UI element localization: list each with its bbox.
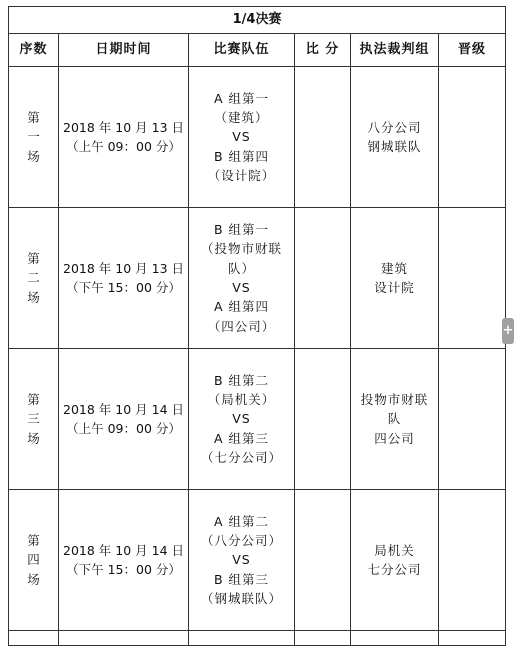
match-team-line: 队） <box>227 260 255 276</box>
title-row <box>9 7 506 34</box>
match-team-line: （七分公司） <box>200 450 282 466</box>
match-date: 2018 年 10 月 13 日 <box>63 119 184 135</box>
match-team-line: （建筑） <box>214 109 269 125</box>
match-referee-line: 七分公司 <box>367 562 422 577</box>
match-team-line: （八分公司） <box>200 532 282 548</box>
match-referee-line: 设计院 <box>374 280 415 295</box>
match-index-char: 第 <box>27 532 40 548</box>
match-referee-line: 四公司 <box>374 430 415 446</box>
header-teams: 比赛队伍 <box>189 34 295 67</box>
match-row <box>9 349 506 490</box>
match-time: （上午 09：00 分） <box>66 421 181 436</box>
match-score <box>295 208 351 349</box>
match-index-char: 场 <box>27 148 40 164</box>
match-referee-line: 建筑 <box>380 260 408 276</box>
match-team-line: B 组第二 <box>213 372 270 388</box>
match-referee-line: 投物市财联 <box>360 391 429 407</box>
header-referees: 执法裁判组 <box>351 34 439 67</box>
match-time: （下午 15：00 分） <box>66 280 181 295</box>
match-index-char: 第 <box>27 109 40 125</box>
table-title: 1/4决赛 <box>9 7 506 34</box>
bracket-table <box>8 6 506 646</box>
match-datetime <box>59 67 189 208</box>
match-index <box>9 490 59 631</box>
match-index-char: 一 <box>27 129 40 145</box>
match-referee-line: 队 <box>387 411 402 427</box>
match-index-char: 四 <box>27 552 40 568</box>
match-score <box>295 67 351 208</box>
match-team-line: （投物市财联 <box>200 241 282 257</box>
match-index <box>9 208 59 349</box>
match-date: 2018 年 10 月 13 日 <box>63 260 184 276</box>
match-team-line: （局机关） <box>207 391 276 407</box>
match-date: 2018 年 10 月 14 日 <box>63 401 184 417</box>
match-index-char: 第 <box>27 250 40 266</box>
match-team-line: A 组第三 <box>213 430 270 446</box>
match-row <box>9 208 506 349</box>
match-score <box>295 490 351 631</box>
table-tail <box>9 631 506 646</box>
match-team-line: A 组第二 <box>213 513 270 529</box>
match-row <box>9 67 506 208</box>
match-team-line: （四公司） <box>207 318 276 334</box>
match-datetime <box>59 349 189 490</box>
match-advance <box>439 349 506 490</box>
match-advance <box>439 208 506 349</box>
match-index-char: 场 <box>27 571 40 587</box>
plus-icon[interactable]: + <box>502 318 514 344</box>
match-index-char: 场 <box>27 289 40 305</box>
match-referee-line: 钢城联队 <box>367 139 422 154</box>
match-score <box>295 349 351 490</box>
match-datetime <box>59 490 189 631</box>
match-advance <box>439 490 506 631</box>
match-referees <box>351 67 439 208</box>
match-time: （上午 09：00 分） <box>66 139 181 154</box>
header-row <box>9 34 506 67</box>
header-index: 序数 <box>9 34 59 67</box>
match-time: （下午 15：00 分） <box>66 562 181 577</box>
header-datetime: 日期时间 <box>59 34 189 67</box>
match-referee-line: 局机关 <box>374 542 415 558</box>
match-index-char: 二 <box>27 270 40 286</box>
match-team-line: （钢城联队） <box>200 591 282 607</box>
match-team-line: B 组第四 <box>213 148 270 164</box>
match-referees <box>351 490 439 631</box>
match-team-line: VS <box>232 411 251 427</box>
match-teams <box>189 208 295 349</box>
match-teams <box>189 490 295 631</box>
match-team-line: A 组第一 <box>213 90 270 106</box>
match-team-line: VS <box>232 280 251 295</box>
match-index <box>9 67 59 208</box>
match-team-line: （设计院） <box>207 168 276 184</box>
match-index-char: 第 <box>27 391 40 407</box>
match-index-char: 三 <box>27 411 40 427</box>
match-team-line: VS <box>232 552 251 568</box>
match-teams <box>189 67 295 208</box>
match-index <box>9 349 59 490</box>
match-row <box>9 490 506 631</box>
match-teams <box>189 349 295 490</box>
match-team-line: B 组第一 <box>213 221 270 237</box>
match-referees <box>351 208 439 349</box>
match-team-line: VS <box>232 129 251 145</box>
match-date: 2018 年 10 月 14 日 <box>63 542 184 558</box>
match-team-line: A 组第四 <box>213 299 270 315</box>
match-advance <box>439 67 506 208</box>
match-datetime <box>59 208 189 349</box>
header-score: 比 分 <box>295 34 351 67</box>
match-referee-line: 八分公司 <box>367 119 422 135</box>
match-team-line: B 组第三 <box>213 571 270 587</box>
match-referees <box>351 349 439 490</box>
header-advance: 晋级 <box>439 34 506 67</box>
match-index-char: 场 <box>27 430 40 446</box>
